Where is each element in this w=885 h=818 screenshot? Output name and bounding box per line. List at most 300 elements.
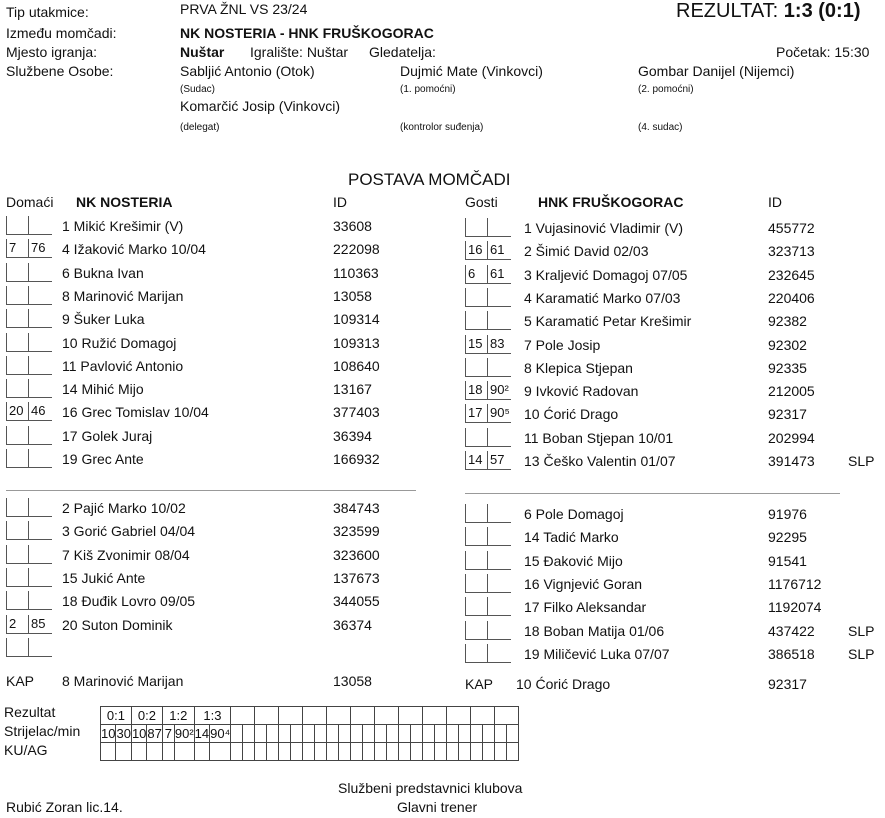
player-name: 4 Ižaković Marko 10/04 (62, 241, 206, 258)
player-name: 6 Pole Domagoj (524, 506, 624, 522)
scorer-number-cell (423, 743, 435, 761)
shirt-box (6, 521, 28, 540)
scorer-minute-cell (291, 743, 303, 761)
minute-box: 46 (28, 402, 52, 421)
results-row (101, 725, 519, 743)
shirt-box: 2 (6, 615, 28, 634)
scorer-number-cell: 7 (162, 725, 174, 743)
scorer-number-cell (399, 743, 411, 761)
minute-box (487, 597, 511, 616)
score-cell (255, 707, 279, 725)
shirt-box (465, 218, 487, 237)
official-name: Komarčić Josip (Vinkovci) (180, 98, 341, 114)
player-name: 15 Jukić Ante (62, 569, 146, 586)
minute-box (487, 504, 511, 523)
scorer-minute-cell: 87 (147, 726, 162, 741)
player-name: 4 Karamatić Marko 07/03 (524, 289, 681, 306)
player-id: 91541 (768, 552, 807, 569)
minute-box (487, 621, 511, 640)
minute-box (28, 521, 52, 540)
player-name: 17 Golek Juraj (62, 427, 153, 444)
score-cell: 1:3 (194, 707, 231, 725)
scorer-minute-cell (507, 743, 519, 761)
scorer-minute-cell (315, 725, 327, 743)
away-kap-id: 92317 (768, 676, 807, 692)
shirt-box (465, 428, 487, 447)
sub-minute-boxes (6, 333, 52, 352)
results-row (101, 707, 519, 725)
home-label: Domaći (6, 194, 54, 210)
player-name: 18 Đuđik Lovro 09/05 (62, 593, 196, 610)
player-id: 455772 (768, 220, 815, 236)
sub-minute-boxes (465, 311, 511, 330)
sub-minute-boxes (465, 597, 511, 616)
scorer-number-cell (255, 743, 267, 761)
score-cell: 0:2 (131, 707, 162, 725)
score-cell (399, 707, 423, 725)
player-id: 13167 (333, 381, 372, 398)
strijelac-row-label: Strijelac/min (4, 723, 81, 739)
player-id: 92302 (768, 336, 807, 353)
scorer-minute-cell: 90² (174, 726, 194, 741)
home-kap-id: 13058 (333, 673, 372, 689)
scorer-number-cell (162, 743, 174, 761)
player-name: 9 Ivković Radovan (524, 383, 639, 400)
official-role: (delegat) (180, 122, 220, 133)
minute-box (28, 309, 52, 328)
player-id: 202994 (768, 429, 815, 446)
player-name: 2 Pajić Marko 10/02 (62, 500, 186, 516)
player-id: 91976 (768, 506, 807, 522)
minute-box (28, 498, 52, 517)
scorer-minute-cell (459, 725, 471, 743)
sub-minute-boxes (6, 356, 52, 375)
player-name: 15 Đaković Mijo (524, 552, 623, 569)
scorer-minute-cell (267, 725, 279, 743)
away-label: Gosti (465, 194, 498, 210)
sub-minute-boxes (465, 527, 511, 546)
scorer-number-cell (279, 725, 291, 743)
shirt-box (465, 597, 487, 616)
player-name: 6 Bukna Ivan (62, 264, 144, 281)
shirt-box: 15 (465, 335, 487, 354)
kuag-row-label: KU/AG (4, 742, 48, 758)
player-name: 19 Grec Ante (62, 451, 144, 467)
scorer-number-cell (231, 725, 243, 743)
official-name: Gombar Danijel (Nijemci) (638, 63, 795, 79)
scorer-minute-cell (174, 743, 194, 761)
player-name: 11 Pavlović Antonio (62, 357, 184, 374)
home-kap-label: KAP (6, 673, 35, 689)
mjesto-label: Mjesto igranja: (6, 44, 98, 60)
shirt-box (465, 644, 487, 663)
izmedu-label: Između momčadi: (6, 25, 117, 41)
scorer-minute-cell (435, 725, 447, 743)
scorer-minute-cell (411, 743, 423, 761)
away-team: HNK FRUŠKOGORAC (538, 194, 684, 210)
sub-minute-boxes (465, 551, 511, 570)
scorer-number-cell: 10 (101, 726, 116, 741)
player-id: 137673 (333, 569, 380, 586)
scorer-minute-cell (116, 743, 131, 761)
sub-minute-boxes (465, 335, 511, 354)
scorer-number-cell (495, 725, 507, 743)
player-name: 19 Miličević Luka 07/07 (524, 645, 670, 662)
player-id: 323599 (333, 523, 380, 540)
minute-box (487, 288, 511, 307)
minute-box (28, 591, 52, 610)
away-kap-player: 10 Ćorić Drago (516, 676, 611, 692)
sub-minute-boxes (6, 263, 52, 282)
shirt-box (6, 333, 28, 352)
shirt-box: 7 (6, 239, 28, 258)
teams-value: NK NOSTERIA - HNK FRUŠKOGORAC (180, 25, 434, 41)
mjesto-value: Nuštar (180, 44, 225, 60)
sub-minute-boxes (6, 545, 52, 564)
minute-box (28, 356, 52, 375)
minute-box (28, 263, 52, 282)
sub-minute-boxes (6, 402, 52, 421)
official-name: Sabljić Antonio (Otok) (180, 63, 315, 79)
igraliste (250, 44, 348, 60)
away-kap-label: KAP (465, 676, 494, 692)
player-id: 437422 (768, 622, 815, 639)
shirt-box (6, 426, 28, 445)
home-kap-player: 8 Marinović Marijan (62, 673, 184, 689)
player-name: 1 Mikić Krešimir (V) (62, 218, 184, 234)
player-name: 1 Vujasinović Vladimir (V) (524, 220, 683, 236)
home-divider (6, 490, 416, 491)
scorer-minute-cell (411, 725, 423, 743)
player-id: 222098 (333, 241, 380, 258)
player-name: 3 Gorić Gabriel 04/04 (62, 523, 196, 540)
player-id: 36374 (333, 616, 372, 633)
rezultat-value: 1:3 (0:1) (783, 0, 861, 22)
sub-minute-boxes (465, 404, 511, 423)
pocetak: Početak: 15:30 (776, 44, 870, 60)
player-id: 13058 (333, 287, 372, 304)
player-id: 110363 (333, 264, 379, 281)
official-role: (kontrolor suđenja) (400, 122, 484, 133)
scorer-number-cell (375, 725, 387, 743)
shirt-box (6, 498, 28, 517)
scorer-minute-cell: 90⁴ (210, 726, 231, 741)
official-role: (1. pomoćni) (400, 84, 456, 95)
scorer-number-cell (471, 743, 483, 761)
minute-box (28, 286, 52, 305)
shirt-box (6, 591, 28, 610)
score-cell (495, 707, 519, 725)
score-cell (303, 707, 327, 725)
minute-box (28, 449, 52, 468)
sub-minute-boxes (6, 568, 52, 587)
tip-value: PRVA ŽNL VS 23/24 (180, 1, 308, 17)
minute-box: 61 (487, 241, 511, 260)
official-role: (2. pomoćni) (638, 84, 694, 95)
scorer-number-cell (327, 743, 339, 761)
tip-label: Tip utakmice: (6, 4, 89, 20)
player-name: 18 Boban Matija 01/06 (524, 622, 665, 639)
minute-box (487, 551, 511, 570)
scorer-number-cell (495, 743, 507, 761)
shirt-box (6, 568, 28, 587)
shirt-box (465, 574, 487, 593)
player-id: 377403 (333, 404, 380, 421)
sub-minute-boxes (6, 426, 52, 445)
score-cell (447, 707, 471, 725)
away-id-header: ID (768, 194, 782, 210)
scorer-minute-cell (243, 725, 255, 743)
player-name: 13 Češko Valentin 01/07 (524, 453, 676, 469)
results-table (100, 706, 519, 761)
scorer-minute-cell (210, 743, 231, 761)
scorer-number-cell (447, 725, 459, 743)
sub-minute-boxes (6, 286, 52, 305)
scorer-minute-cell (387, 743, 399, 761)
scorer-number-cell (101, 743, 116, 761)
scorer-number-cell (423, 725, 435, 743)
shirt-box: 16 (465, 241, 487, 260)
shirt-box (465, 288, 487, 307)
scorer-number-cell: 14 (194, 726, 210, 741)
official-role: (Sudac) (180, 84, 216, 95)
sub-minute-boxes (465, 358, 511, 377)
score-cell (351, 707, 375, 725)
player-id: 108640 (333, 357, 380, 374)
scorer-number-cell (351, 743, 363, 761)
sub-minute-boxes (465, 644, 511, 663)
minute-box (487, 358, 511, 377)
player-name: 10 Ćorić Drago (524, 406, 619, 423)
player-id: 92382 (768, 313, 807, 330)
player-id: 92317 (768, 406, 807, 423)
player-id: 232645 (768, 266, 815, 283)
player-id: 220406 (768, 289, 815, 306)
player-name: 5 Karamatić Petar Krešimir (524, 313, 692, 330)
score-cell (327, 707, 351, 725)
player-name: 8 Marinović Marijan (62, 287, 184, 304)
shirt-box (6, 379, 28, 398)
player-name: 8 Klepica Stjepan (524, 359, 633, 376)
shirt-box (465, 621, 487, 640)
scorer-minute-cell (435, 743, 447, 761)
minute-box (487, 644, 511, 663)
minute-box: 90⁵ (487, 404, 511, 423)
shirt-box (6, 286, 28, 305)
minute-box (28, 426, 52, 445)
player-note: SLP (848, 645, 875, 662)
scorer-number-cell: 10 (131, 726, 147, 741)
official-name: Dujmić Mate (Vinkovci) (400, 63, 543, 79)
shirt-box (6, 356, 28, 375)
player-id: 33608 (333, 218, 372, 234)
scorer-minute-cell (147, 743, 162, 761)
scorer-minute-cell (339, 725, 351, 743)
coach-role: Glavni trener (397, 799, 478, 815)
minute-box: 85 (28, 615, 52, 634)
player-name: 3 Kraljević Domagoj 07/05 (524, 266, 688, 283)
igraliste-label: Igralište: (250, 44, 303, 60)
minute-box (28, 216, 52, 235)
player-id: 384743 (333, 500, 380, 516)
player-name: 16 Vignjević Goran (524, 575, 643, 592)
sub-minute-boxes (6, 379, 52, 398)
player-id: 166932 (333, 451, 380, 467)
scorer-minute-cell (363, 725, 375, 743)
player-note: SLP (848, 622, 875, 639)
player-id: 386518 (768, 645, 815, 662)
scorer-number-cell (231, 743, 243, 761)
shirt-box (6, 263, 28, 282)
minute-box: 61 (487, 265, 511, 284)
player-name: 16 Grec Tomislav 10/04 (62, 404, 209, 421)
sub-minute-boxes (465, 574, 511, 593)
scorer-minute-cell (315, 743, 327, 761)
sub-minute-boxes (6, 615, 52, 634)
club-reps: Službeni predstavnici klubova (338, 780, 523, 796)
player-id: 92295 (768, 529, 807, 546)
sub-minute-boxes (465, 504, 511, 523)
scorer-number-cell (194, 743, 209, 761)
minute-box: 76 (28, 239, 52, 258)
shirt-box: 6 (465, 265, 487, 284)
score-cell: 1:2 (162, 707, 194, 725)
player-id: 391473 (768, 453, 815, 469)
sub-minute-boxes (6, 239, 52, 258)
shirt-box (6, 216, 28, 235)
rezultat-row-label: Rezultat (4, 704, 56, 720)
minute-box: 57 (487, 451, 511, 470)
shirt-box (6, 545, 28, 564)
sluzbene-label: Službene Osobe: (6, 63, 114, 79)
shirt-box (465, 527, 487, 546)
minute-box (28, 638, 52, 657)
scorer-number-cell (447, 743, 459, 761)
sub-minute-boxes (465, 265, 511, 284)
minute-box: 90² (487, 381, 511, 400)
player-id: 109314 (333, 311, 380, 328)
scorer-number-cell (303, 725, 315, 743)
player-name: 7 Kiš Zvonimir 08/04 (62, 546, 190, 563)
minute-box: 83 (487, 335, 511, 354)
sub-minute-boxes (6, 638, 52, 657)
player-id: 323600 (333, 546, 380, 563)
player-name: 2 Šimić David 02/03 (524, 243, 649, 260)
rezultat-label: REZULTAT: (676, 0, 779, 22)
sub-minute-boxes (465, 621, 511, 640)
sub-minute-boxes (6, 591, 52, 610)
score-cell: 0:1 (101, 707, 132, 725)
scorer-number-cell (303, 743, 315, 761)
shirt-box (6, 638, 28, 657)
scorer-number-cell (351, 725, 363, 743)
minute-box (28, 379, 52, 398)
home-id-header: ID (333, 194, 347, 210)
coach-name: Rubić Zoran lic.14. (6, 799, 123, 815)
player-id: 212005 (768, 383, 815, 400)
gledatelja-label: Gledatelja: (369, 44, 436, 60)
scorer-minute-cell: 30 (116, 726, 131, 741)
shirt-box: 18 (465, 381, 487, 400)
player-name: 14 Tadić Marko (524, 529, 619, 546)
scorer-minute-cell (291, 725, 303, 743)
minute-box (487, 218, 511, 237)
scorer-number-cell (279, 743, 291, 761)
player-name: 10 Ružić Domagoj (62, 334, 177, 351)
scorer-number-cell (327, 725, 339, 743)
player-name: 9 Šuker Luka (62, 311, 145, 328)
scorer-number-cell (131, 743, 146, 761)
scorer-minute-cell (507, 725, 519, 743)
scorer-number-cell (375, 743, 387, 761)
scorer-number-cell (471, 725, 483, 743)
result-header (676, 0, 861, 23)
minute-box (487, 574, 511, 593)
score-cell (375, 707, 399, 725)
minute-box (28, 568, 52, 587)
sub-minute-boxes (465, 241, 511, 260)
scorer-number-cell (399, 725, 411, 743)
shirt-box (465, 358, 487, 377)
shirt-box (465, 551, 487, 570)
sub-minute-boxes (465, 218, 511, 237)
results-row (101, 743, 519, 761)
player-note: SLP (848, 453, 875, 469)
player-name: 17 Filko Aleksandar (524, 599, 647, 616)
sub-minute-boxes (465, 451, 511, 470)
shirt-box (6, 449, 28, 468)
player-name: 20 Suton Dominik (62, 616, 173, 633)
shirt-box (465, 504, 487, 523)
player-id: 109313 (333, 334, 380, 351)
minute-box (487, 311, 511, 330)
minute-box (28, 333, 52, 352)
player-name: 14 Mihić Mijo (62, 381, 144, 398)
scorer-minute-cell (459, 743, 471, 761)
lineups-title: POSTAVA MOMČADI (348, 170, 511, 189)
sub-minute-boxes (6, 521, 52, 540)
sub-minute-boxes (465, 288, 511, 307)
player-id: 344055 (333, 593, 380, 610)
sub-minute-boxes (465, 381, 511, 400)
score-cell (231, 707, 255, 725)
player-id: 1192074 (768, 599, 822, 616)
igraliste-value: Nuštar (306, 44, 349, 60)
sub-minute-boxes (6, 216, 52, 235)
player-id: 323713 (768, 243, 815, 260)
shirt-box: 14 (465, 451, 487, 470)
scorer-number-cell (255, 725, 267, 743)
player-name: 7 Pole Josip (524, 336, 601, 353)
player-id: 1176712 (768, 575, 822, 592)
scorer-minute-cell (387, 725, 399, 743)
shirt-box (6, 309, 28, 328)
minute-box (487, 428, 511, 447)
score-cell (423, 707, 447, 725)
score-cell (279, 707, 303, 725)
scorer-minute-cell (267, 743, 279, 761)
score-cell (471, 707, 495, 725)
shirt-box (465, 311, 487, 330)
home-team: NK NOSTERIA (76, 194, 173, 210)
minute-box (487, 527, 511, 546)
scorer-minute-cell (243, 743, 255, 761)
player-id: 92335 (768, 359, 807, 376)
sub-minute-boxes (6, 309, 52, 328)
minute-box (28, 545, 52, 564)
shirt-box: 17 (465, 404, 487, 423)
player-id: 36394 (333, 427, 372, 444)
